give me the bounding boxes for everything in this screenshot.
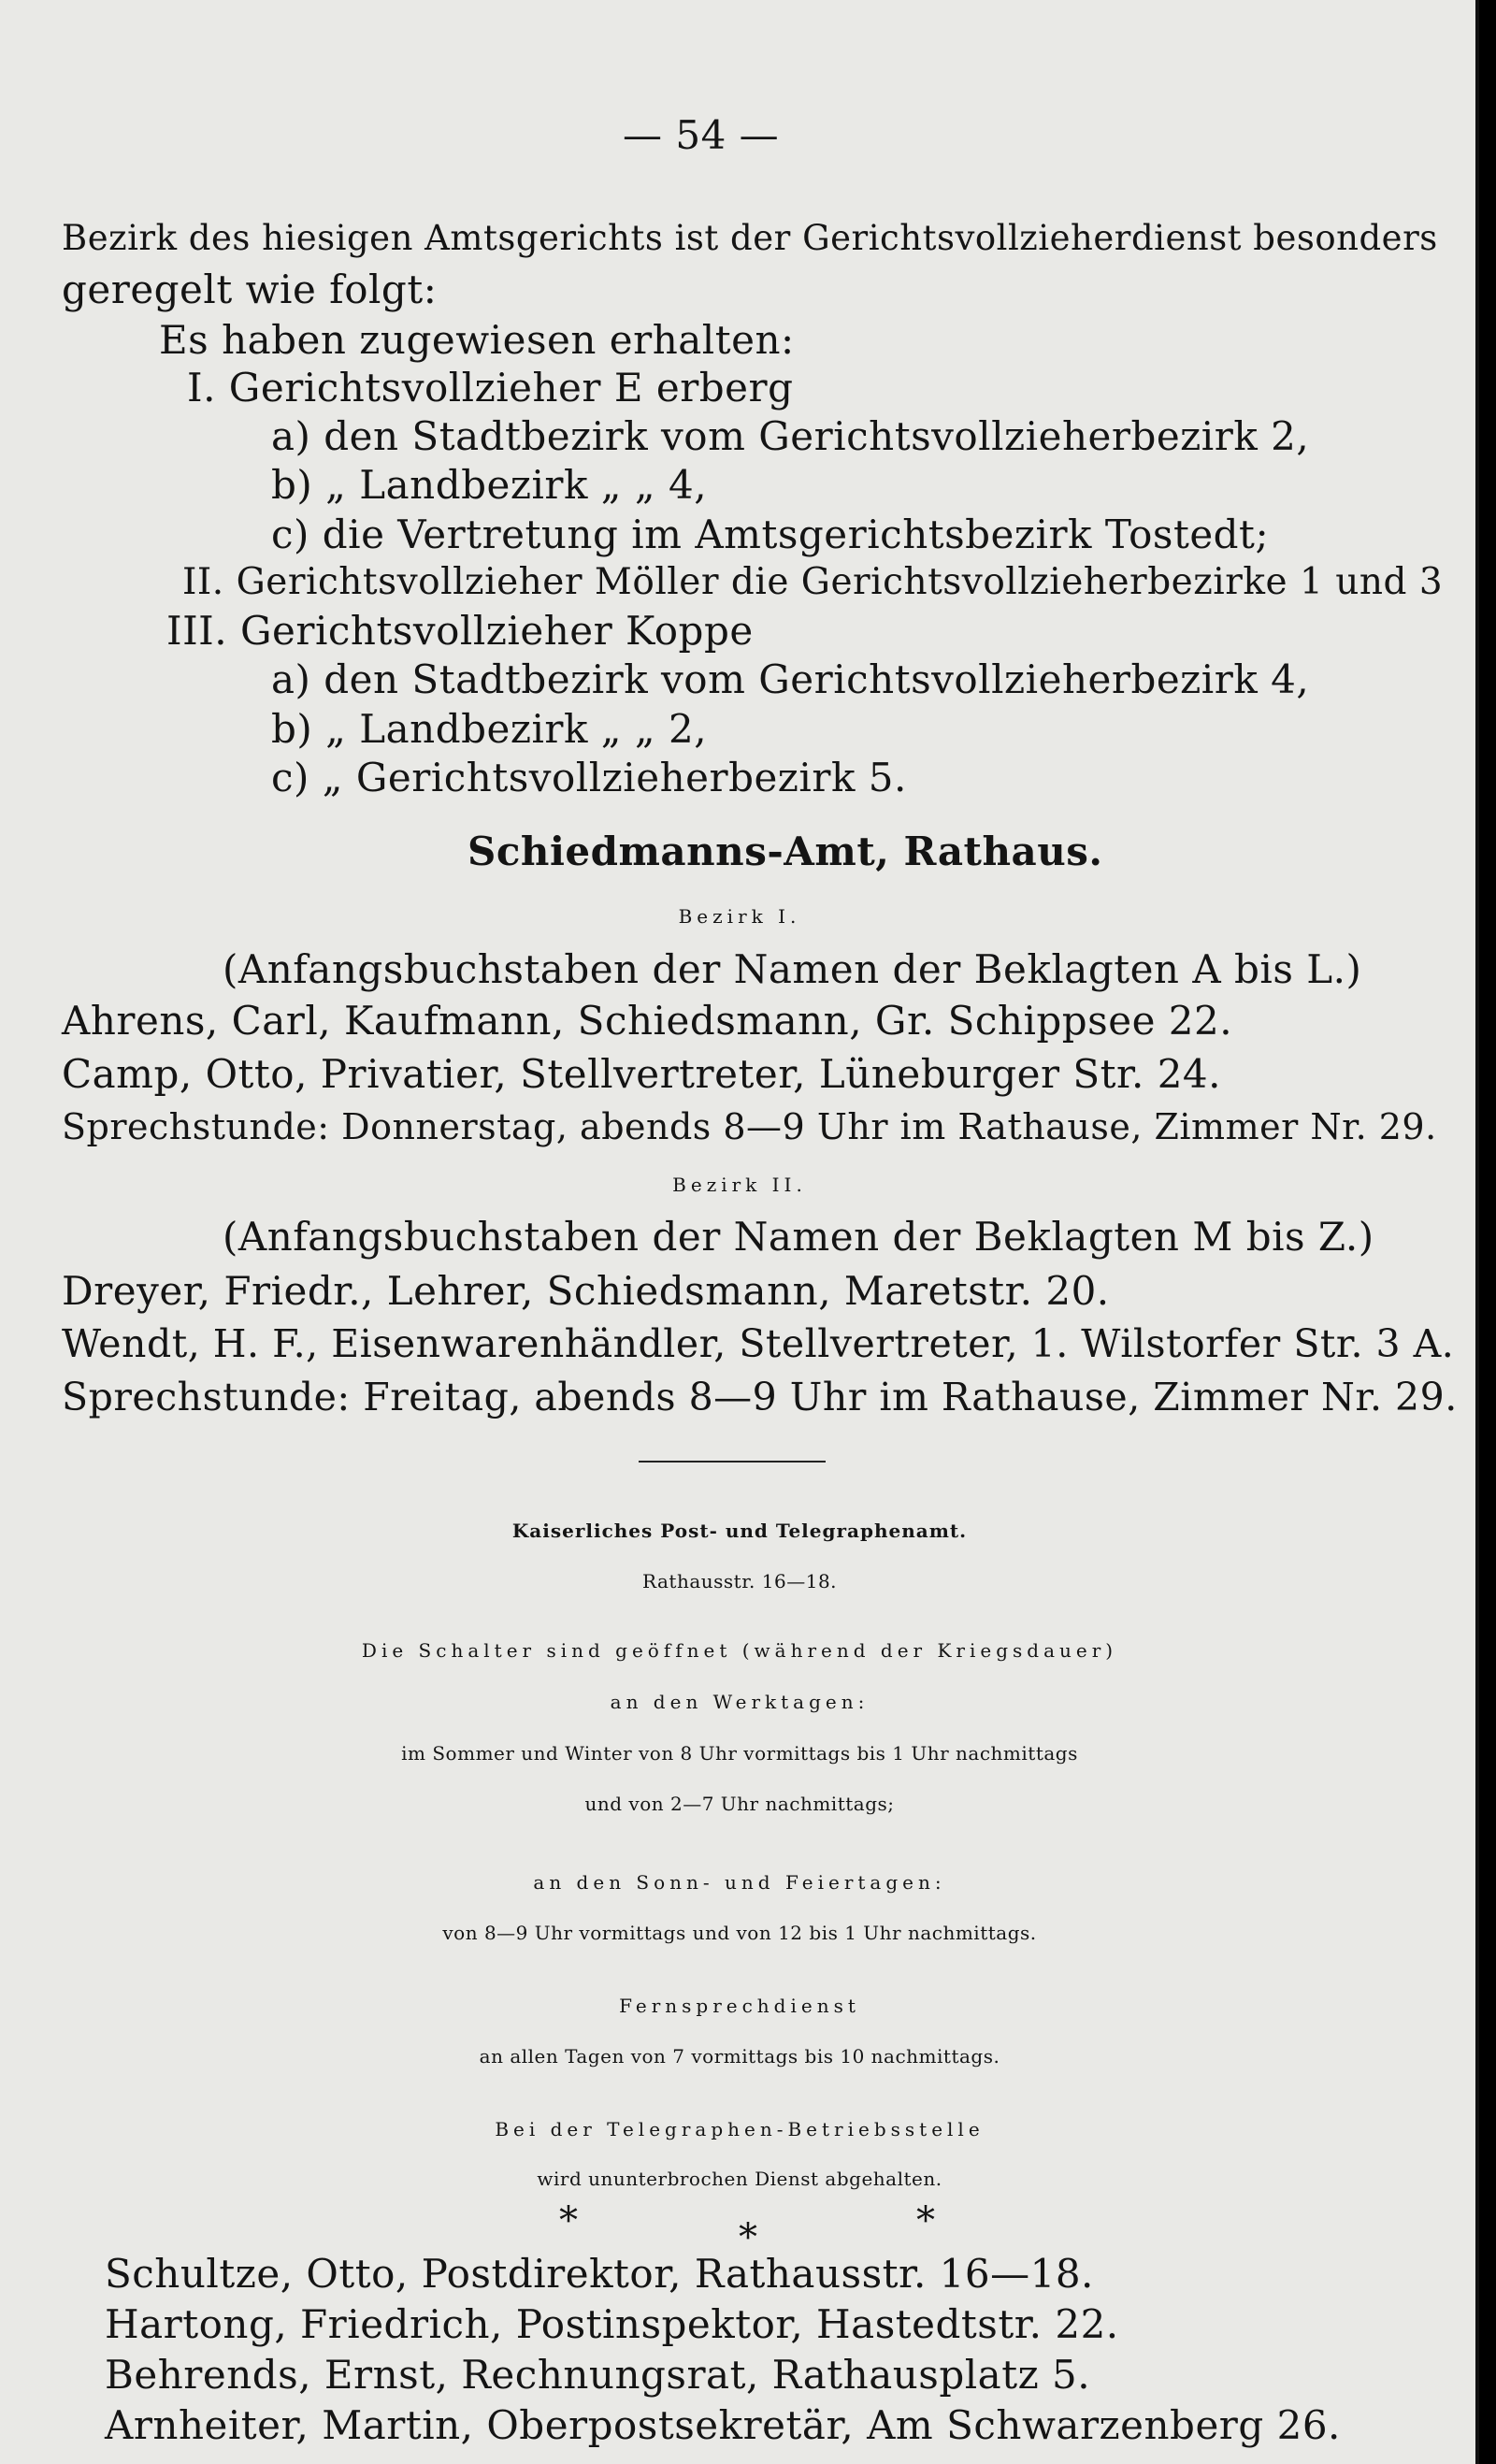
post-weekday-line-2: und von 2—7 Uhr nachmittags;	[584, 1793, 895, 1815]
court-bailiff-1-b: b) „ Landbezirk „ „ 4,	[271, 462, 708, 508]
post-telegraph-line-2: wird ununterbrochen Dienst abgehalten.	[537, 2168, 942, 2190]
schiedsmann-range-1: (Anfangsbuchstaben der Namen der Beklagten A bis L.)	[223, 946, 1362, 992]
post-telegraph-line-1: Bei der Telegraphen-Betriebsstelle	[495, 2118, 985, 2140]
post-phone-line-1: Fernsprechdienst	[619, 1995, 860, 2017]
schiedsmann-person-4: Wendt, H. F., Eisenwarenhändler, Stellvertreter, 1. Wilstorfer Str. 3 A.	[62, 1321, 1455, 1366]
court-assigned-line: Es haben zugewiesen erhalten:	[159, 317, 795, 363]
court-intro-line-1: Bezirk des hiesigen Amtsgerichts ist der Gerichtsvollzieherdienst besonders	[62, 218, 1438, 258]
schiedsmann-person-1: Ahrens, Carl, Kaufmann, Schiedsmann, Gr. Schippsee 22.	[62, 998, 1233, 1044]
separator-star-left: *	[559, 2199, 578, 2242]
post-staff-4: Arnheiter, Martin, Oberpostsekretär, Am Schwarzenberg 26.	[105, 2402, 1341, 2448]
post-sunday-line-2: von 8—9 Uhr vormittags und von 12 bis 1 Uhr nachmittags.	[442, 1922, 1037, 1944]
schiedsmann-heading: Schiedmanns-Amt, Rathaus.	[468, 829, 1103, 874]
schiedsmann-person-3: Dreyer, Friedr., Lehrer, Schiedsmann, Maretstr. 20.	[62, 1268, 1110, 1314]
post-heading: Kaiserliches Post- und Telegraphenamt.	[511, 1520, 968, 1542]
post-sunday-line-1: an den Sonn- und Feiertagen:	[533, 1871, 946, 1894]
court-intro-line-2: geregelt wie folgt:	[62, 267, 438, 312]
schiedsmann-bezirk-2: Bezirk II.	[672, 1174, 807, 1196]
court-bailiff-1-c: c) die Vertretung im Amtsgerichtsbezirk Tostedt;	[271, 512, 1270, 557]
separator-star-center: *	[739, 2216, 757, 2259]
separator-star-right: *	[916, 2199, 935, 2242]
schiedsmann-hours-1: Sprechstunde: Donnerstag, abends 8—9 Uhr im Rathause, Zimmer Nr. 29.	[62, 1106, 1437, 1147]
court-bailiff-3-a: a) den Stadtbezirk vom Gerichtsvollzieherbezirk 4,	[271, 656, 1310, 702]
schiedsmann-range-2: (Anfangsbuchstaben der Namen der Beklagten M bis Z.)	[223, 1214, 1374, 1260]
court-bailiff-1-a: a) den Stadtbezirk vom Gerichtsvollzieherbezirk 2,	[271, 413, 1310, 459]
court-bailiff-3: III. Gerichtsvollzieher Koppe	[166, 608, 754, 654]
court-bailiff-1: I. Gerichtsvollzieher E erberg	[187, 365, 794, 411]
schiedsmann-bezirk-1: Bezirk I.	[678, 905, 801, 928]
schiedsmann-hours-2: Sprechstunde: Freitag, abends 8—9 Uhr im Rathause, Zimmer Nr. 29.	[62, 1375, 1458, 1419]
section-divider	[639, 1461, 826, 1463]
court-bailiff-2: II. Gerichtsvollzieher Möller die Gerichtsvollzieherbezirke 1 und 3	[182, 561, 1444, 603]
post-staff-3: Behrends, Ernst, Rechnungsrat, Rathausplatz 5.	[105, 2352, 1091, 2398]
court-bailiff-3-b: b) „ Landbezirk „ „ 2,	[271, 706, 708, 752]
post-staff-2: Hartong, Friedrich, Postinspektor, Hastedtstr. 22.	[105, 2301, 1119, 2347]
court-bailiff-3-c: c) „ Gerichtsvollzieherbezirk 5.	[271, 755, 907, 800]
post-phone-line-2: an allen Tagen von 7 vormittags bis 10 nachmittags.	[479, 2045, 1000, 2068]
post-opening-line-2: an den Werktagen:	[610, 1691, 870, 1713]
post-opening-line-1: Die Schalter sind geöffnet (während der Kriegsdauer)	[361, 1639, 1118, 1662]
post-address: Rathausstr. 16—18.	[641, 1570, 838, 1592]
post-staff-1: Schultze, Otto, Postdirektor, Rathausstr. 16—18.	[105, 2251, 1094, 2297]
post-weekday-line-1: im Sommer und Winter von 8 Uhr vormittags bis 1 Uhr nachmittags	[401, 1742, 1078, 1765]
schiedsmann-person-2: Camp, Otto, Privatier, Stellvertreter, Lüneburger Str. 24.	[62, 1051, 1222, 1097]
page-number: — 54 —	[623, 112, 780, 158]
